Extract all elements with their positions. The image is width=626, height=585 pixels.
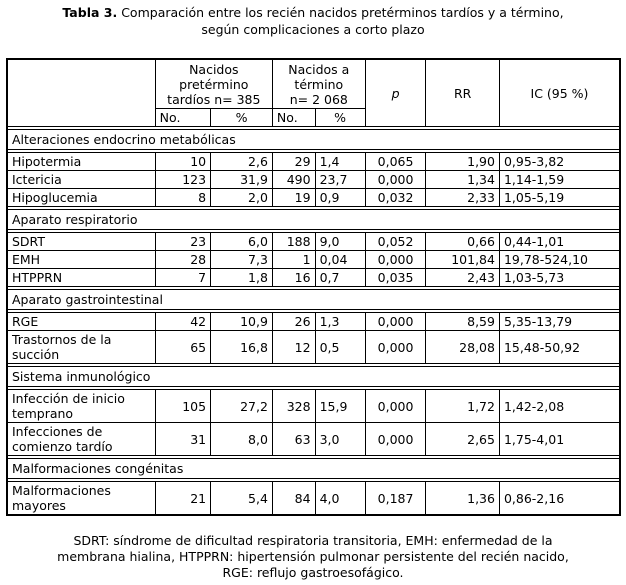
cell-preterm-count: 42 [155,313,210,331]
header-p: p [365,59,426,127]
cell-p-value: 0,000 [365,251,426,269]
cell-term-pct: 1,4 [315,153,365,171]
section-title: Malformaciones congénitas [7,459,620,479]
cell-preterm-pct: 8,0 [211,423,273,456]
row-label-line-1: Infecciones de [12,424,103,439]
table-row [7,233,620,251]
cell-preterm-count: 8 [155,189,210,207]
header-group2-line3: n= 2 068 [289,91,348,107]
row-label [7,482,155,516]
cell-preterm-count: 105 [155,390,210,423]
cell-p-value: 0,000 [365,171,426,189]
cell-rr: 1,90 [426,153,500,171]
cell-ic: 19,78-524,10 [499,251,620,269]
section-row [7,367,620,387]
header-group-term [272,59,365,109]
row-label [7,171,155,189]
cell-ic: 15,48-50,92 [499,331,620,364]
header-group1-line3: tardíos n= 385 [167,91,261,107]
cell-term-count: 328 [272,390,315,423]
header-group1-line1: Nacidos [189,61,239,77]
header-no-2: No. [272,109,315,127]
header-group2-line1: Nacidos a [288,61,350,77]
cell-term-count: 490 [272,171,315,189]
cell-p-value: 0,000 [365,313,426,331]
caption-line-1 [0,4,626,21]
cell-p-value: 0,000 [365,390,426,423]
row-label [7,313,155,331]
footnote [0,533,626,581]
row-label-line-1: Hipotermia [12,154,82,169]
footnote-line-3: RGE: reflujo gastroesofágico. [222,565,404,580]
row-label-line-1: EMH [12,252,41,267]
cell-ic: 1,14-1,59 [499,171,620,189]
cell-term-count: 188 [272,233,315,251]
row-label-line-1: Malformaciones [12,483,111,498]
footnote-line-2: membrana hialina, HTPPRN: hipertensión pulmonar persistente del recién nacido, [57,549,569,564]
cell-term-count: 26 [272,313,315,331]
cell-p-value: 0,000 [365,331,426,364]
row-label [7,251,155,269]
table-row [7,153,620,171]
cell-term-count: 29 [272,153,315,171]
section-row [7,459,620,479]
row-label-line-1: Ictericia [12,172,62,187]
cell-preterm-count: 28 [155,251,210,269]
cell-term-count: 19 [272,189,315,207]
table-body [7,59,620,515]
row-label-line-2: temprano [12,406,74,421]
caption-label: Tabla 3. [62,5,118,20]
cell-preterm-count: 21 [155,482,210,516]
cell-p-value: 0,035 [365,269,426,287]
table-row [7,331,620,364]
cell-p-value: 0,187 [365,482,426,516]
cell-term-count: 84 [272,482,315,516]
row-label-line-1: HTPPRN [12,270,63,285]
cell-ic: 1,05-5,19 [499,189,620,207]
header-row-1 [7,59,620,109]
cell-rr: 2,43 [426,269,500,287]
cell-rr: 8,59 [426,313,500,331]
section-title: Aparato respiratorio [7,210,620,230]
cell-preterm-pct: 10,9 [211,313,273,331]
row-label [7,269,155,287]
cell-preterm-pct: 27,2 [211,390,273,423]
row-label [7,153,155,171]
cell-term-pct: 4,0 [315,482,365,516]
table-row [7,423,620,456]
cell-ic: 1,75-4,01 [499,423,620,456]
data-table [6,58,621,516]
header-group2-line2: término [294,76,344,92]
cell-preterm-count: 23 [155,233,210,251]
cell-preterm-count: 65 [155,331,210,364]
row-label-line-2: comienzo tardío [12,439,113,454]
cell-p-value: 0,052 [365,233,426,251]
cell-rr: 28,08 [426,331,500,364]
cell-rr: 101,84 [426,251,500,269]
cell-rr: 1,36 [426,482,500,516]
cell-preterm-pct: 16,8 [211,331,273,364]
cell-rr: 0,66 [426,233,500,251]
section-row [7,210,620,230]
cell-p-value: 0,065 [365,153,426,171]
row-label-line-1: Infección de inicio [12,391,125,406]
cell-preterm-pct: 2,6 [211,153,273,171]
cell-ic: 5,35-13,79 [499,313,620,331]
table-row [7,482,620,516]
table-row [7,171,620,189]
cell-preterm-pct: 2,0 [211,189,273,207]
cell-preterm-pct: 31,9 [211,171,273,189]
section-row [7,290,620,310]
cell-preterm-count: 7 [155,269,210,287]
row-label [7,390,155,423]
cell-preterm-count: 10 [155,153,210,171]
cell-term-pct: 0,04 [315,251,365,269]
row-label-line-1: Hipoglucemia [12,190,98,205]
section-title: Sistema inmunológico [7,367,620,387]
section-title: Alteraciones endocrino metabólicas [7,130,620,150]
row-label [7,423,155,456]
cell-ic: 0,86-2,16 [499,482,620,516]
cell-preterm-pct: 7,3 [211,251,273,269]
header-group1-line2: pretérmino [179,76,249,92]
cell-p-value: 0,000 [365,423,426,456]
table-caption [0,4,626,38]
row-label-line-1: Trastornos de la [12,332,112,347]
cell-term-count: 16 [272,269,315,287]
cell-term-count: 12 [272,331,315,364]
header-pct-2: % [315,109,365,127]
row-label-line-2: succión [12,347,60,362]
table-row [7,313,620,331]
cell-preterm-pct: 5,4 [211,482,273,516]
section-row [7,130,620,150]
cell-preterm-pct: 6,0 [211,233,273,251]
cell-term-pct: 0,9 [315,189,365,207]
cell-term-pct: 1,3 [315,313,365,331]
row-label [7,189,155,207]
row-label [7,331,155,364]
footnote-line-1: SDRT: síndrome de dificultad respiratoria transitoria, EMH: enfermedad de la [73,533,553,548]
cell-preterm-count: 31 [155,423,210,456]
cell-rr: 2,33 [426,189,500,207]
cell-ic: 0,44-1,01 [499,233,620,251]
table-row [7,269,620,287]
cell-term-pct: 0,7 [315,269,365,287]
cell-rr: 2,65 [426,423,500,456]
row-label-line-2: mayores [12,498,66,513]
cell-p-value: 0,032 [365,189,426,207]
cell-preterm-pct: 1,8 [211,269,273,287]
cell-term-pct: 23,7 [315,171,365,189]
cell-ic: 1,42-2,08 [499,390,620,423]
cell-term-count: 1 [272,251,315,269]
cell-term-pct: 0,5 [315,331,365,364]
cell-ic: 1,03-5,73 [499,269,620,287]
cell-term-pct: 15,9 [315,390,365,423]
header-pct-1: % [211,109,273,127]
cell-term-count: 63 [272,423,315,456]
cell-rr: 1,72 [426,390,500,423]
table-row [7,390,620,423]
header-rr: RR [426,59,500,127]
caption-line-2: según complicaciones a corto plazo [201,22,425,37]
row-label-line-1: RGE [12,314,39,329]
header-no-1: No. [155,109,210,127]
header-group-preterm [155,59,272,109]
cell-preterm-count: 123 [155,171,210,189]
header-blank-cell [7,59,155,127]
caption-text-1: Comparación entre los recién nacidos pretérminos tardíos y a término, [121,5,564,20]
section-title: Aparato gastrointestinal [7,290,620,310]
table-row [7,251,620,269]
cell-term-pct: 9,0 [315,233,365,251]
header-ic: IC (95 %) [499,59,620,127]
row-label-line-1: SDRT [12,234,45,249]
cell-rr: 1,34 [426,171,500,189]
cell-term-pct: 3,0 [315,423,365,456]
row-label [7,233,155,251]
table-row [7,189,620,207]
cell-ic: 0,95-3,82 [499,153,620,171]
